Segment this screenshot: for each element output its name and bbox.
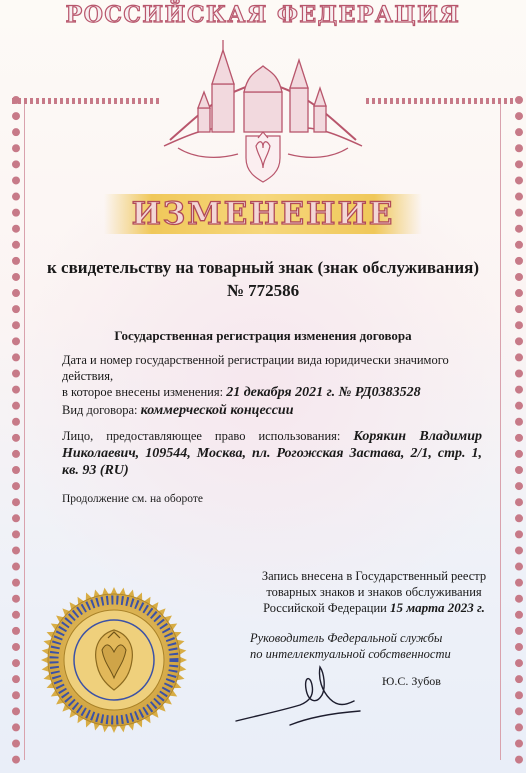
grantor-label: Лицо, предоставляющее право использования: <box>62 429 341 443</box>
grantor-paragraph <box>62 428 482 479</box>
registration-value: 21 декабря 2021 г. № РД0383528 <box>226 385 421 400</box>
registry-entry-line-3: Российской Федерации <box>263 601 387 615</box>
continued-note: Продолжение см. на обороте <box>62 493 203 505</box>
kremlin-emblem-icon <box>160 22 366 192</box>
contract-type-label: Вид договора: <box>62 403 138 417</box>
registration-label-1: Дата и номер государственной регистрации вида юридически значимого действия, <box>62 353 449 383</box>
contract-type-paragraph <box>62 402 482 419</box>
head-signature-icon <box>230 655 380 735</box>
country-title: РОССИЙСКАЯ ФЕДЕРАЦИЯ <box>65 2 461 28</box>
certificate-subtitle: к свидетельству на товарный знак (знак обслуживания) <box>47 258 479 277</box>
head-name: Ю.С. Зубов <box>382 674 441 688</box>
head-title-line-2: по интеллектуальной собственности <box>250 647 451 661</box>
certificate-number: № 772586 <box>226 281 300 300</box>
registry-entry-line-2: товарных знаков и знаков обслуживания <box>266 585 482 599</box>
registration-label-2: в которое внесены изменения: <box>62 385 224 399</box>
official-seal-icon <box>40 586 188 734</box>
grantor-value: Корякин Владимир Николаевич, 109544, Москва, пл. Рогожская Застава, 2/1, стр. 1, кв. 93 (RU) <box>62 429 483 478</box>
document-type-title: ИЗМЕНЕНИЕ <box>131 196 395 232</box>
section-title: Государственная регистрация изменения договора <box>114 328 412 343</box>
contract-type-value: коммерческой концессии <box>140 403 294 418</box>
registry-entry <box>255 568 493 616</box>
registry-entry-date: 15 марта 2023 г. <box>389 600 485 615</box>
document-type-banner <box>0 194 526 234</box>
registry-entry-line-1: Запись внесена в Государственный реестр <box>261 569 487 583</box>
frame-top-right <box>366 98 514 104</box>
frame-top-left <box>12 98 162 104</box>
head-title-line-1: Руководитель Федеральной службы <box>250 631 443 645</box>
registration-paragraph <box>62 352 482 401</box>
